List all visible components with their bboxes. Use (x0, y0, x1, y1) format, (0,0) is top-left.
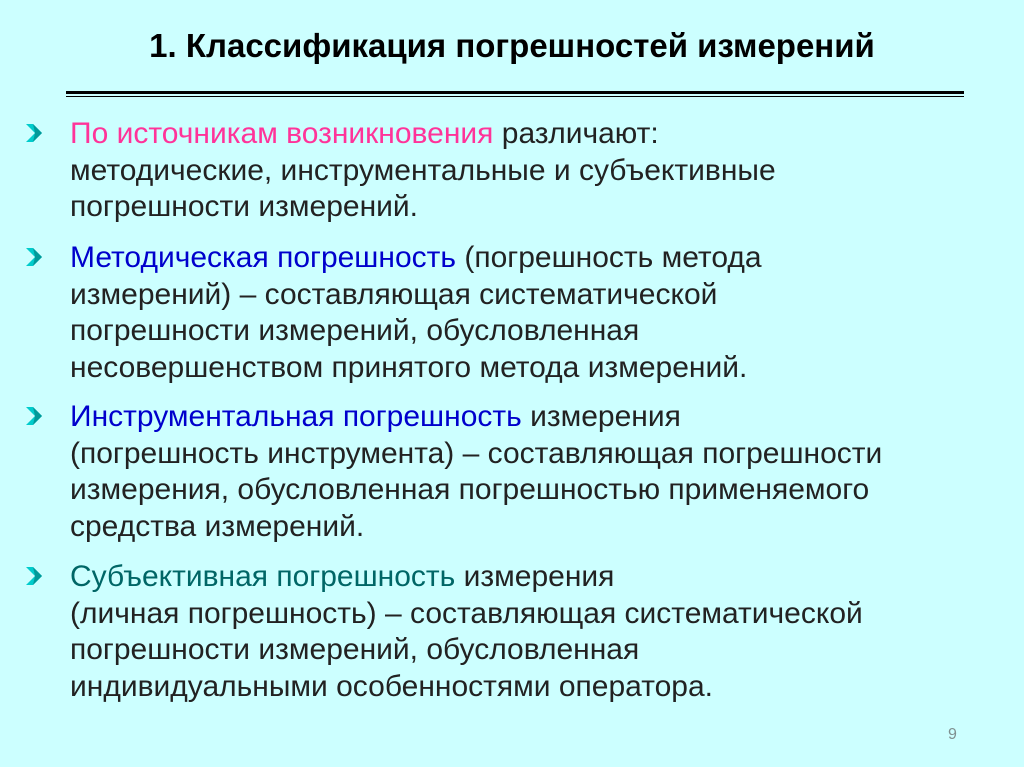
bullet-highlight: Субъективная погрешность (70, 560, 456, 593)
arrow-bullet-icon (22, 561, 48, 591)
page-number: 9 (948, 726, 957, 743)
bullet-highlight: Методическая погрешность (70, 241, 457, 274)
bullet-text (70, 399, 1010, 545)
arrow-bullet-icon (22, 401, 48, 431)
bullet-body: измерения (погрешность инструмента) – составляющая погрешности измерения, обусловленная погрешностью применяемого средства измерений. (70, 400, 883, 543)
bullet-highlight: По источникам возникновения (70, 117, 494, 150)
bullet-body: измерения (личная погрешность) – составляющая систематической погрешности измерений, обусловленная индивидуальными особенностями оператора. (70, 560, 863, 703)
title-underline-thin (66, 96, 964, 97)
title-underline-thick (66, 91, 964, 94)
bullet-body: (погрешность метода измерений) – составляющая систематической погрешности измерений, обусловленная несовершенством принятого метода измерений. (70, 241, 762, 384)
bullet-text (70, 559, 1010, 705)
bullet-text (70, 116, 1010, 226)
arrow-bullet-icon (22, 118, 48, 148)
bullet-text (70, 240, 1010, 386)
slide-title: 1. Классификация погрешностей измерений (149, 27, 875, 64)
bullet-body: различают: методические, инструментальные и субъективные погрешности измерений. (70, 117, 776, 223)
bullet-highlight: Инструментальная погрешность (70, 400, 522, 433)
arrow-bullet-icon (22, 242, 48, 272)
